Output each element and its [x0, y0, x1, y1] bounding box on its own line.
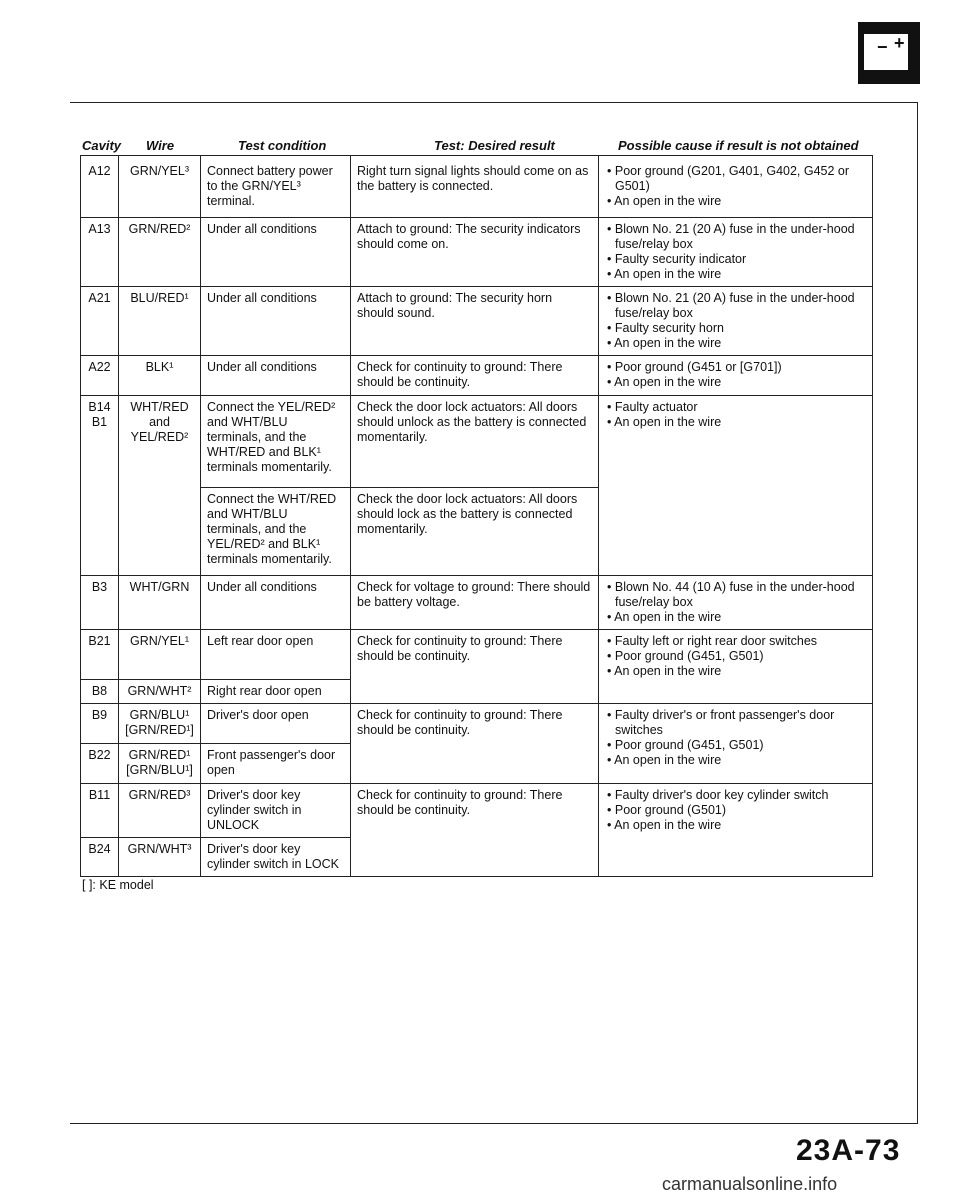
cause-item: • Faulty left or right rear door switches — [607, 634, 818, 648]
wire-cell: GRN/YEL¹ — [119, 630, 201, 680]
wire-cell — [119, 396, 201, 576]
cause-item: • Poor ground (G201, G401, G402, G452 or G501) — [607, 164, 850, 193]
header-test-condition: Test condition — [238, 138, 327, 153]
top-rule — [70, 102, 918, 103]
cause-cell — [599, 576, 873, 630]
header-cavity: Cavity — [82, 138, 122, 153]
cavity-b1: B1 — [91, 415, 108, 429]
cause-item: • Blown No. 44 (10 A) fuse in the under-hood fuse/relay box — [607, 580, 855, 609]
cavity-cell: A12 — [81, 156, 119, 218]
result-cell: Check for continuity to ground: There should be continuity. — [351, 630, 599, 704]
header-possible-cause: Possible cause if result is not obtained — [618, 138, 859, 153]
cavity-cell: B3 — [81, 576, 119, 630]
condition-cell: Front passenger's door open — [201, 744, 351, 784]
table-row — [81, 704, 873, 744]
cavity-cell: B8 — [81, 680, 119, 704]
result-cell: Check for continuity to ground: There should be continuity. — [351, 704, 599, 784]
header-wire: Wire — [146, 138, 175, 153]
result-cell: Check the door lock actuators: All doors should unlock as the battery is connected momentarily. — [351, 396, 599, 488]
wire-grn-blu: GRN/BLU¹ — [129, 708, 190, 722]
cause-cell — [599, 218, 873, 287]
bottom-rule — [70, 1123, 918, 1124]
cause-item: • An open in the wire — [607, 664, 722, 678]
table-row — [81, 784, 873, 838]
cause-item: • Poor ground (G451 or [G701]) — [607, 360, 782, 374]
wire-grn-red: GRN/RED¹ — [128, 748, 191, 762]
condition-cell: Connect the YEL/RED² and WHT/BLU terminals, and the WHT/RED and BLK¹ terminals momentarily. — [201, 396, 351, 488]
wire-cell — [119, 744, 201, 784]
battery-plus-icon: + — [894, 33, 905, 53]
wire-ke-grn-blu: [GRN/BLU¹] — [126, 763, 193, 777]
cause-item: • Faulty actuator — [607, 400, 698, 414]
condition-cell: Under all conditions — [201, 218, 351, 287]
battery-section-icon — [858, 22, 920, 84]
cause-item: • An open in the wire — [607, 415, 722, 429]
result-cell: Check for voltage to ground: There should be battery voltage. — [351, 576, 599, 630]
footnote-ke-model: [ ]: KE model — [82, 878, 154, 892]
cause-cell — [599, 630, 873, 704]
condition-cell: Under all conditions — [201, 576, 351, 630]
wire-and: and — [149, 415, 170, 429]
cause-cell — [599, 156, 873, 218]
table-row — [81, 287, 873, 356]
wire-cell: GRN/RED² — [119, 218, 201, 287]
cause-item: • Faulty security horn — [607, 321, 724, 335]
condition-cell: Driver's door open — [201, 704, 351, 744]
cause-item: • Faulty driver's or front passenger's door switches — [607, 708, 835, 737]
cavity-b14: B14 — [88, 400, 111, 414]
result-cell: Right turn signal lights should come on as the battery is connected. — [351, 156, 599, 218]
cavity-cell: B21 — [81, 630, 119, 680]
cause-item: • An open in the wire — [607, 336, 722, 350]
wire-cell: GRN/YEL³ — [119, 156, 201, 218]
wire-cell: GRN/RED³ — [119, 784, 201, 838]
cause-cell — [599, 287, 873, 356]
connector-test-table — [80, 155, 873, 877]
table-row — [81, 630, 873, 680]
table-row — [81, 356, 873, 396]
cause-cell — [599, 356, 873, 396]
cause-item: • An open in the wire — [607, 753, 722, 767]
cause-cell — [599, 784, 873, 877]
cause-item: • Poor ground (G451, G501) — [607, 649, 764, 663]
cause-item: • Blown No. 21 (20 A) fuse in the under-hood fuse/relay box — [607, 222, 855, 251]
result-cell: Attach to ground: The security horn should sound. — [351, 287, 599, 356]
cause-item: • An open in the wire — [607, 375, 722, 389]
right-rule — [917, 102, 918, 1124]
wire-cell: BLU/RED¹ — [119, 287, 201, 356]
condition-cell: Right rear door open — [201, 680, 351, 704]
cause-item: • An open in the wire — [607, 818, 722, 832]
wire-ke-grn-red: [GRN/RED¹] — [125, 723, 194, 737]
wire-cell — [119, 704, 201, 744]
cause-item: • Faulty driver's door key cylinder switch — [607, 788, 829, 802]
cavity-cell: B22 — [81, 744, 119, 784]
cavity-cell: A13 — [81, 218, 119, 287]
cause-item: • An open in the wire — [607, 267, 722, 281]
cause-item: • Poor ground (G501) — [607, 803, 727, 817]
cavity-cell: A21 — [81, 287, 119, 356]
cause-item: • Blown No. 21 (20 A) fuse in the under-hood fuse/relay box — [607, 291, 855, 320]
cause-cell — [599, 704, 873, 784]
cavity-cell — [81, 396, 119, 576]
battery-minus-icon: − — [877, 37, 888, 57]
result-cell: Attach to ground: The security indicators should come on. — [351, 218, 599, 287]
table-row — [81, 396, 873, 488]
wire-yel-red: YEL/RED² — [130, 430, 189, 444]
wire-cell: GRN/WHT³ — [119, 838, 201, 877]
condition-cell: Under all conditions — [201, 287, 351, 356]
table-row — [81, 156, 873, 218]
wire-wht-red: WHT/RED — [130, 400, 189, 414]
watermark: carmanualsonline.info — [662, 1174, 838, 1194]
condition-cell: Left rear door open — [201, 630, 351, 680]
table-row — [81, 218, 873, 287]
cause-item: • An open in the wire — [607, 610, 722, 624]
result-cell: Check for continuity to ground: There should be continuity. — [351, 356, 599, 396]
result-cell: Check for continuity to ground: There should be continuity. — [351, 784, 599, 877]
page-number: 23A-73 — [796, 1134, 901, 1167]
cause-cell — [599, 396, 873, 576]
cause-item: • Faulty security indicator — [607, 252, 747, 266]
cause-item: • Poor ground (G451, G501) — [607, 738, 764, 752]
condition-cell: Driver's door key cylinder switch in UNLOCK — [201, 784, 351, 838]
header-desired-result: Test: Desired result — [434, 138, 555, 153]
result-cell: Check the door lock actuators: All doors should lock as the battery is connected momentarily. — [351, 488, 599, 576]
condition-cell: Connect the WHT/RED and WHT/BLU terminals, and the YEL/RED² and BLK¹ terminals momentarily. — [201, 488, 351, 576]
cause-item: • An open in the wire — [607, 194, 722, 208]
condition-cell: Connect battery power to the GRN/YEL³ terminal. — [201, 156, 351, 218]
wire-cell: GRN/WHT² — [119, 680, 201, 704]
cavity-cell: A22 — [81, 356, 119, 396]
wire-cell: WHT/GRN — [119, 576, 201, 630]
condition-cell: Driver's door key cylinder switch in LOCK — [201, 838, 351, 877]
cavity-cell: B11 — [81, 784, 119, 838]
table-row — [81, 576, 873, 630]
cavity-cell: B24 — [81, 838, 119, 877]
wire-cell: BLK¹ — [119, 356, 201, 396]
condition-cell: Under all conditions — [201, 356, 351, 396]
cavity-cell: B9 — [81, 704, 119, 744]
